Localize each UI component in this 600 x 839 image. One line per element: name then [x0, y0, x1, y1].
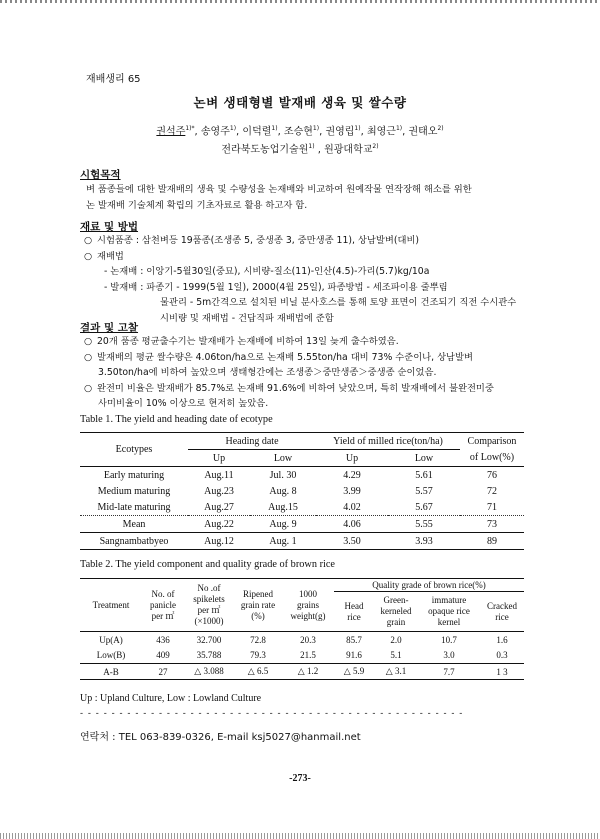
- scan-edge-top: [0, 0, 600, 3]
- table-cell: 409: [156, 650, 170, 661]
- table2-header-quality: Quality grade of brown rice(%): [334, 579, 524, 592]
- table-cell: 3.0: [443, 650, 455, 661]
- table1-sub-low: Low: [414, 452, 434, 464]
- table-cell: Aug.12: [204, 535, 234, 547]
- header-line: rice: [347, 611, 361, 622]
- table-cell: 4.29: [343, 469, 361, 481]
- table-cell: 72: [487, 485, 497, 497]
- table-cell: 7.7: [443, 666, 455, 677]
- table2-header-panicle: [142, 579, 184, 632]
- table-cell: Aug.27: [204, 501, 234, 513]
- table-cell: Aug.22: [204, 518, 234, 530]
- header-line: Head: [344, 600, 364, 611]
- results-item-2-cont: 3.50ton/ha에 비하여 높았으며 생태형간에는 조생종＞중만생종＞중생종 순이었음.: [98, 367, 437, 378]
- header-line: Cracked: [487, 600, 517, 611]
- bullet-circle-icon: ○: [84, 351, 93, 363]
- table-row: [80, 483, 524, 499]
- header-line: (×1000): [194, 616, 224, 626]
- author-name: 권태오: [408, 126, 438, 138]
- table2-header-immature: [418, 592, 480, 632]
- table2-header-head: [334, 592, 374, 632]
- row-label: Mean: [122, 518, 146, 530]
- purpose-line-2: 논 발재배 기술체계 확립의 기초자료로 활용 하고자 함.: [86, 199, 308, 211]
- bullet-circle-icon: ○: [84, 235, 93, 246]
- header-line: No. of: [151, 588, 175, 599]
- page-number: -273-: [289, 773, 311, 784]
- header-line: Ripened: [243, 588, 273, 599]
- table2-header-cracked: [480, 592, 524, 632]
- header-line: rice: [495, 611, 509, 622]
- table1-sub-low: Low: [273, 452, 293, 464]
- bullet-circle-icon: ○: [84, 250, 93, 262]
- table-cell: 73: [487, 518, 497, 530]
- bullet-circle-icon: ○: [84, 382, 93, 394]
- table1-caption: Table 1. The yield and heading date of ecotype: [80, 414, 273, 425]
- scan-edge-bottom: [0, 833, 600, 839]
- table-cell: 5.57: [415, 485, 433, 497]
- table1-header-comparison-2: of Low(%): [469, 452, 515, 464]
- table1-header-heading: Heading date: [188, 433, 316, 450]
- purpose-line-1: 벼 품종들에 대한 발재배의 생육 및 수량성을 논재배와 비교하여 원예작물 연작장해 해소를 위한: [86, 184, 472, 195]
- table-row: [80, 664, 524, 680]
- table-footnote: Up : Upland Culture, Low : Lowland Culture: [80, 693, 262, 704]
- table-cell: 5.67: [415, 501, 433, 513]
- table-cell: 3.99: [343, 485, 361, 497]
- author-affiliation-sup: 1): [271, 125, 278, 132]
- table2-header-weight: [282, 579, 334, 632]
- author-name: 이덕렬: [242, 126, 272, 138]
- table-cell: 5.1: [390, 650, 402, 661]
- author-affiliation-sup: 1): [229, 125, 237, 132]
- table-cell: 89: [487, 535, 497, 547]
- header-line: opaque rice: [428, 606, 470, 616]
- contact-info: 연락처 : TEL 063-839-0326, E-mail ksj5027@hanmail.net: [80, 732, 361, 743]
- table2: [80, 578, 524, 680]
- section-heading-purpose: 시험목적: [80, 169, 121, 181]
- affiliation-1: 전라북도농업기술원: [221, 144, 309, 156]
- bullet-circle-icon: ○: [84, 336, 93, 347]
- methods-item-2: ○ 재배법: [84, 249, 530, 265]
- table-cell: 1 3: [496, 666, 508, 677]
- row-label: Sangnambatbyeo: [99, 535, 169, 547]
- results-item-3-cont: 사미비율이 10% 이상으로 현저히 높았음.: [98, 398, 269, 409]
- table-cell: 35.788: [196, 650, 222, 661]
- table-cell: 76: [487, 469, 497, 481]
- purpose-text: [86, 182, 526, 213]
- header-line: No .of: [197, 583, 221, 593]
- header-line: grain rate: [240, 599, 276, 610]
- running-head: 재배생리 65: [86, 74, 141, 85]
- author-affiliation-sup: 1)*: [185, 125, 195, 132]
- affiliation-2-sup: 2): [372, 143, 379, 151]
- table-cell: Aug. 9: [269, 518, 297, 530]
- row-label: Low(B): [96, 650, 126, 661]
- author-block: [0, 121, 600, 158]
- dashed-divider: - - - - - - - - - - - - - - - - - - - - - - - - - - - - - - - - - - - - - - - - - - - - - - - - -: [80, 709, 464, 719]
- table-cell: 5.55: [415, 518, 433, 530]
- author-name: 송영주: [200, 126, 230, 138]
- header-line: Green-: [383, 595, 409, 605]
- table-cell: 3.50: [343, 535, 361, 547]
- methods-sub-1: - 논재배 : 이앙기-5월30일(중묘), 시비량-질소(11)-인산(4.5)-가리(5.7)kg/10a: [104, 266, 430, 277]
- table-row: [80, 648, 524, 664]
- affiliation-1-sup: 1): [308, 143, 315, 151]
- table2-caption: Table 2. The yield component and quality grade of brown rice: [80, 559, 335, 570]
- table-row: [80, 516, 524, 533]
- table-cell: Aug.15: [268, 501, 298, 513]
- table-cell: △ 3.088: [194, 666, 224, 676]
- methods-item-1: ○ 시험품종 : 삼천벼등 19품종(조생종 5, 중생종 3, 중만생종 11), 상남발벼(대비): [84, 233, 530, 249]
- table-cell: Aug.11: [204, 469, 234, 481]
- table-cell: 436: [156, 634, 170, 645]
- paper-title: 논벼 생태형별 발재배 생육 및 쌀수량: [193, 95, 407, 110]
- row-label: Medium maturing: [97, 485, 171, 497]
- header-line: immature: [431, 595, 467, 605]
- row-label: Mid-late maturing: [97, 501, 171, 513]
- table-cell: 32.700: [196, 634, 222, 645]
- table-cell: 0.3: [496, 650, 508, 661]
- table-cell: Aug. 8: [269, 485, 297, 497]
- author-name: 권영립: [325, 126, 355, 138]
- table-cell: 2.0: [390, 634, 402, 645]
- table-cell: 91.6: [346, 650, 362, 661]
- table-cell: 3.93: [415, 535, 433, 547]
- header-line: per ㎡: [197, 605, 221, 615]
- table-cell: 5.61: [415, 469, 433, 481]
- table-cell: 1.6: [496, 634, 508, 645]
- header-line: weight(g): [290, 610, 326, 621]
- table2-header-treatment: Treatment: [80, 579, 142, 632]
- author-affiliation-sup: 1): [354, 125, 361, 132]
- results-text: [84, 334, 530, 412]
- header-line: kerneled: [380, 606, 412, 616]
- table-cell: △ 5.9: [343, 666, 365, 676]
- header-line: 1000: [299, 588, 317, 599]
- table-cell: 20.3: [300, 634, 316, 645]
- author-affiliation-sup: 2): [437, 125, 444, 132]
- row-label: A-B: [103, 666, 119, 677]
- affiliations: 전라북도농업기술원$^{1)}$ , 원광대학교$^{2)}$: [221, 143, 379, 156]
- header-line: panicle: [150, 599, 176, 610]
- header-line: per ㎡: [151, 610, 175, 621]
- table-cell: 4.02: [343, 501, 361, 513]
- table-cell: △ 6.5: [247, 666, 269, 676]
- results-item-3: ○ 완전미 비율은 발재배가 85.7%로 논재배 91.6%에 비하여 낮았으며, 특히 발재배에서 불완전미중: [84, 381, 530, 397]
- header-line: grain: [386, 617, 406, 627]
- table-cell: Jul. 30: [269, 469, 297, 481]
- affiliation-2: 원광대학교: [324, 144, 373, 156]
- table2-header-green: [374, 592, 418, 632]
- table-cell: 72.8: [250, 634, 266, 645]
- author-name: 최영근: [366, 126, 396, 138]
- table1-sub-up: Up: [212, 452, 226, 464]
- table-cell: 4.06: [343, 518, 361, 530]
- table1-sub-up: Up: [345, 452, 359, 464]
- table1-header-yield: Yield of milled rice(ton/ha): [316, 433, 460, 450]
- author-affiliation-sup: 1): [395, 125, 403, 132]
- methods-text: [84, 233, 530, 326]
- row-label: Up(A): [99, 634, 123, 645]
- results-item-2: ○ 발재배의 평균 쌀수량은 4.06ton/ha으로 논재배 5.55ton/ha 대비 73% 수준이나, 상남발벼: [84, 350, 530, 366]
- table1-header-ecotypes: Ecotypes: [80, 433, 188, 467]
- table-row: [80, 499, 524, 516]
- methods-sub-2b: 물관리 - 5m간격으로 설치된 비닐 분사호스를 통해 토양 표면이 건조되기 직전 수시관수: [160, 297, 517, 308]
- results-item-1: ○ 20개 품종 평균출수기는 발재배가 논재배에 비하여 13일 늦게 출수하였음.: [84, 334, 530, 350]
- table-cell: 79.3: [250, 650, 266, 661]
- table-row: [80, 632, 524, 648]
- table-cell: 21.5: [300, 650, 316, 661]
- header-line: grains: [297, 599, 319, 610]
- table1-header-comparison: Comparison: [467, 435, 517, 447]
- header-line: spikelets: [193, 594, 225, 604]
- methods-sub-2c: 시비량 및 재배법 - 건답직파 재배법에 준함: [160, 312, 334, 324]
- author-affiliation-sup: 1): [312, 125, 320, 132]
- section-heading-results: 결과 및 고찰: [80, 322, 139, 334]
- table-cell: Aug.23: [204, 485, 234, 497]
- section-heading-methods: 재료 및 방법: [80, 221, 139, 233]
- table-row: [80, 533, 524, 550]
- table2-header-spikelets: [184, 579, 234, 632]
- row-label: Early maturing: [103, 469, 165, 481]
- table-cell: △ 3.1: [385, 666, 407, 676]
- header-line: kernel: [437, 617, 461, 627]
- table-cell: 10.7: [441, 634, 457, 645]
- table-cell: 85.7: [346, 634, 362, 645]
- table-cell: Aug. 1: [269, 535, 297, 547]
- table1: [80, 432, 524, 550]
- methods-sub-2a: - 발재배 : 파종기 - 1999(5월 1일), 2000(4월 25일), 파종방법 - 세조파이용 줄뿌림: [104, 281, 448, 293]
- table2-header-ripened: [234, 579, 282, 632]
- table-cell: 71: [487, 501, 497, 513]
- author-name: 조승현: [283, 126, 313, 138]
- table-cell: 27: [158, 666, 168, 677]
- table-row: [80, 467, 524, 484]
- author-name: 권석주: [156, 126, 186, 138]
- table-cell: △ 1.2: [297, 666, 319, 676]
- author-list: 권석주$^{1)*}$, 송영주$^{1)}$, 이덕렬$^{1)}$, 조승현$^{1)}$, 권영립$^{1)}$, 최영근$^{1)}$, 권태오$^{2)}$: [156, 125, 444, 138]
- header-line: (%): [251, 610, 265, 621]
